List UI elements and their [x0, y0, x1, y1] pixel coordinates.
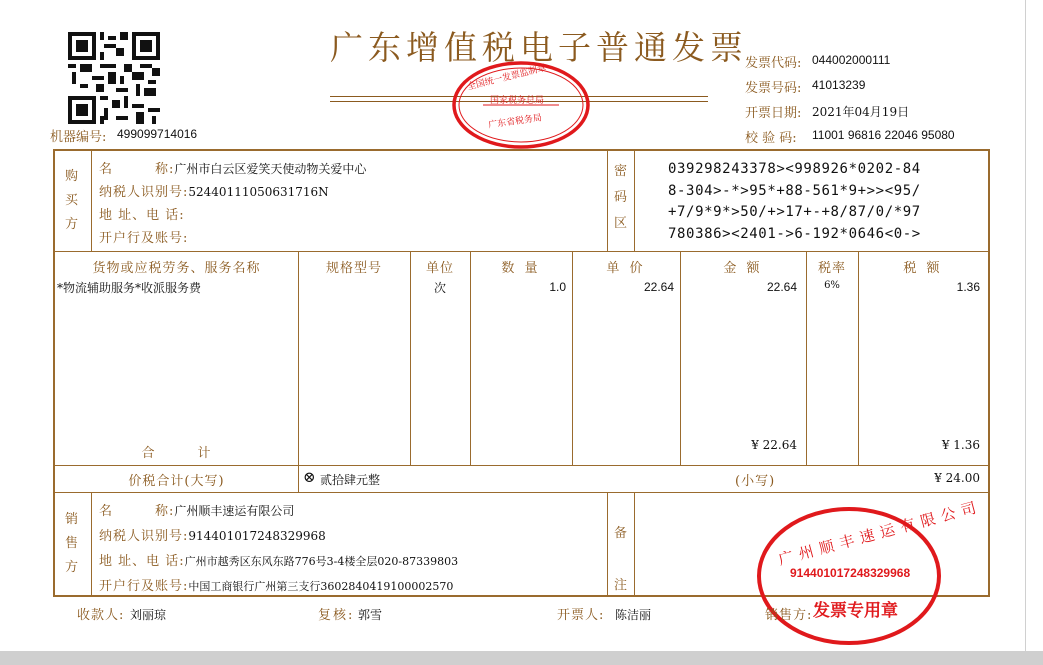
cipher-line: +7/9*9*>50/+>17+-+8/87/0/*97 [668, 204, 921, 220]
col-header-amount: 金 额 [723, 261, 763, 276]
col-header-rate: 税率 [817, 261, 846, 276]
buyer-name: 广州市白云区爱笑天使动物关爱中心 [174, 162, 367, 176]
col-header-unit: 单位 [425, 261, 454, 276]
cross-circle-icon: ⊗ [303, 468, 316, 486]
invoice-number: 41013239 [812, 78, 866, 92]
tax-seal-top-text: 全国统一发票监制章 [466, 63, 548, 93]
cipher-line: 039298243378><998926*0202-84 [668, 161, 921, 177]
company-seal-tax-id: 914401017248329968 [790, 566, 911, 580]
buyer-side-char: 购 [65, 169, 79, 184]
cipher-side-char: 码 [614, 190, 628, 205]
invoice-title: 广东增值税电子普通发票 [330, 28, 748, 67]
col-header-price: 单 价 [606, 261, 646, 276]
check-code-label: 校 验 码: [745, 131, 797, 146]
company-seal-name: 广州顺丰速运有限公司 [776, 497, 984, 569]
cipher-section [607, 151, 988, 251]
machine-number: 499099714016 [117, 127, 198, 141]
buyer-side-char: 买 [65, 193, 79, 208]
col-header-tax: 税 额 [903, 261, 943, 276]
buyer-address-label: 地 址、电 话: [99, 208, 185, 223]
seller-side-char: 方 [65, 560, 79, 575]
total-label: 合 计 [141, 446, 212, 461]
issuer: 陈洁丽 [615, 608, 652, 622]
item-name: *物流辅助服务*收派服务费 [57, 281, 202, 295]
col-header-spec: 规格型号 [325, 261, 382, 276]
item-rate: 6% [824, 280, 840, 291]
grand-total-row [55, 465, 988, 492]
items-section [55, 251, 988, 465]
invoice-code: 044002000111 [812, 53, 891, 67]
seller-tax-id: 914401017248329968 [188, 529, 326, 543]
seller-stamp-label: 销售方: [765, 608, 813, 623]
seller-bank: 中国工商银行广州第三支行3602840419100002570 [188, 580, 454, 593]
seller-address-label: 地 址、电 话: [99, 554, 185, 569]
table-row [55, 279, 988, 297]
grand-total-small-label: (小写) [735, 474, 776, 489]
seller-section [55, 492, 607, 595]
remarks-side-char: 备 [614, 526, 628, 541]
remarks-side-char: 注 [614, 578, 628, 593]
buyer-section [55, 151, 607, 251]
tax-seal-middle-text: 国家税务总局 [490, 96, 545, 106]
item-qty: 1.0 [549, 280, 566, 294]
item-unit: 次 [433, 281, 446, 295]
buyer-side-char: 方 [65, 217, 79, 232]
grand-total-small: ¥ 24.00 [934, 471, 980, 485]
item-amount: 22.64 [766, 280, 797, 294]
scroll-track[interactable] [1025, 0, 1043, 651]
seller-tax-id-label: 纳税人识别号: [99, 529, 189, 544]
cipher-side-char: 区 [614, 216, 628, 231]
invoice-code-label: 发票代码: [745, 56, 802, 71]
invoice-date-label: 开票日期: [745, 106, 802, 121]
seller-name: 广州顺丰速运有限公司 [174, 504, 295, 518]
check-code: 11001 96816 22046 95080 [812, 128, 955, 142]
seller-address: 广州市越秀区东风东路776号3-4楼全层020-87339803 [184, 555, 459, 568]
item-price: 22.64 [643, 280, 674, 294]
cipher-line: 780386><2401->6-192*0646<0-> [668, 225, 921, 242]
cipher-line: 8-304>-*>95*+88-561*9+>><95/ [668, 182, 921, 199]
buyer-tax-id-label: 纳税人识别号: [99, 185, 189, 200]
qr-code [68, 32, 160, 124]
cipher-side-char: 密 [614, 164, 628, 179]
invoice-number-label: 发票号码: [745, 81, 802, 96]
seller-name-label: 名 称: [99, 504, 175, 519]
buyer-tax-id: 52440111050631716N [188, 185, 329, 199]
seller-side-char: 销 [65, 512, 79, 527]
col-header-qty: 数 量 [501, 261, 541, 276]
tax-seal-bottom-text: 广东省税务局 [487, 113, 543, 131]
payee: 刘丽琼 [130, 608, 167, 622]
item-tax: 1.36 [956, 280, 980, 294]
buyer-bank-label: 开户行及账号: [99, 231, 189, 246]
total-tax: ¥ 1.36 [941, 438, 980, 452]
seller-side-char: 售 [65, 536, 79, 551]
total-amount: ¥ 22.64 [751, 438, 797, 452]
grand-total-caps-label: 价税合计(大写) [128, 474, 225, 489]
grand-total-caps: 贰拾肆元整 [320, 473, 381, 487]
reviewer: 郭雪 [358, 608, 383, 622]
horizontal-scrollbar[interactable] [0, 651, 1043, 665]
seller-bank-label: 开户行及账号: [99, 579, 189, 594]
buyer-name-label: 名 称: [99, 162, 175, 177]
col-header-name: 货物或应税劳务、服务名称 [92, 261, 261, 276]
machine-number-label: 机器编号: [50, 130, 107, 145]
reviewer-label: 复核: [318, 608, 355, 623]
company-seal-bottom: 发票专用章 [813, 601, 898, 621]
payee-label: 收款人: [77, 608, 125, 623]
issuer-label: 开票人: [557, 608, 605, 623]
invoice-date: 2021年04月19日 [812, 105, 910, 119]
